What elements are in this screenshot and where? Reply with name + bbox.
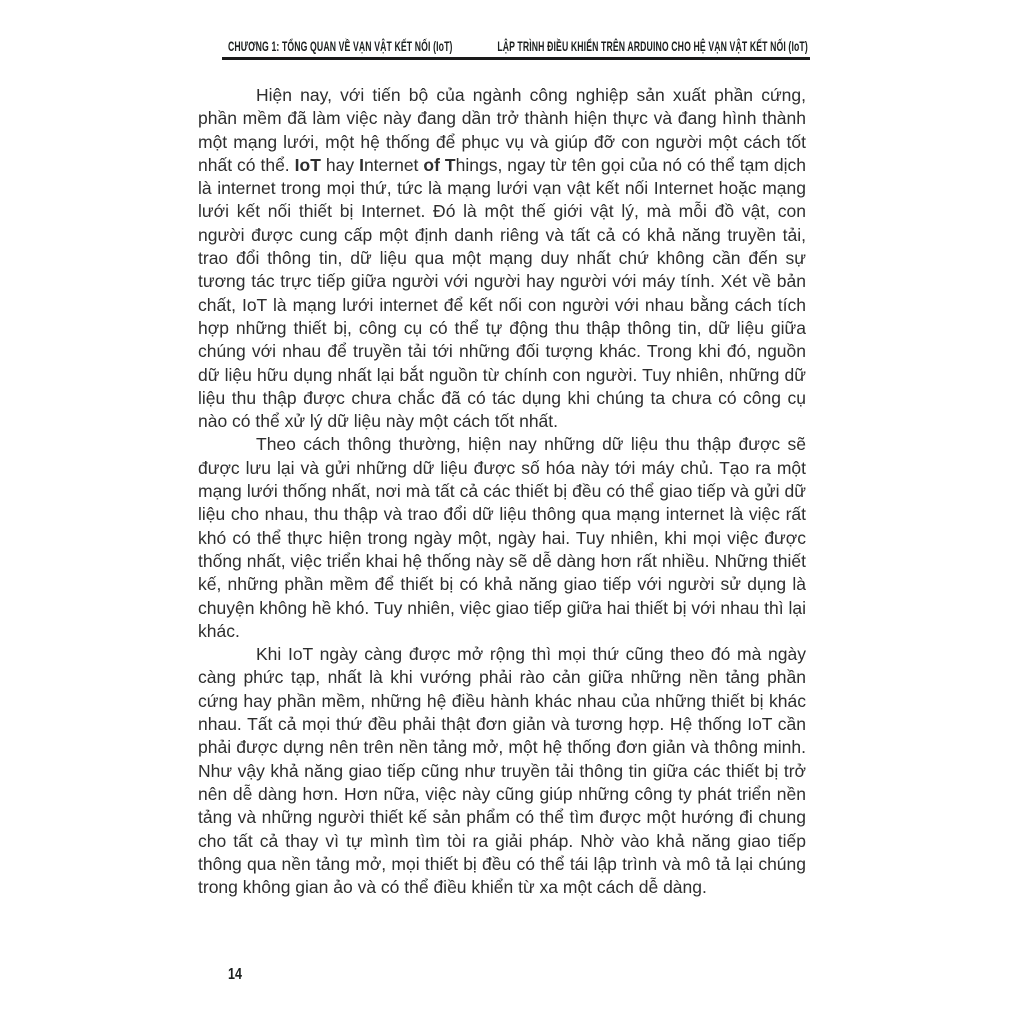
body-text-block — [198, 84, 806, 899]
running-head-book-title: LẬP TRÌNH ĐIỀU KHIỂN TRÊN ARDUINO CHO HỆ VẠN VẬT KẾT NỐI (IoT) — [497, 38, 808, 54]
header-rule — [222, 57, 810, 60]
paragraph-3: Khi IoT ngày càng được mở rộng thì mọi thứ cũng theo đó mà ngày càng phức tạp, nhất là khi vướng phải rào cản giữa những nền tảng phần cứng hay phần mềm, những hệ điều hành khác nhau của những thiết bị khác nhau. Tất cả mọi thứ đều phải thật đơn giản và tương hợp. Hệ thống IoT cần phải được dựng nên trên nền tảng mở, một hệ thống đơn giản và thông minh. Như vậy khả năng giao tiếp cũng như truyền tải thông tin giữa các thiết bị trở nên dễ dàng hơn. Hơn nữa, việc này cũng giúp những công ty phát triển nền tảng và những người thiết kế sản phẩm có thể tìm được một hướng đi chung cho tất cả thay vì tự mình tìm tòi ra giải pháp. Nhờ vào khả năng giao tiếp thông qua nền tảng mở, mọi thiết bị đều có thể tái lập trình và mô tả lại chúng trong không gian ảo và có thể điều khiển từ xa một cách dễ dàng. — [198, 644, 806, 898]
paragraph-2: Theo cách thông thường, hiện nay những dữ liệu thu thập được sẽ được lưu lại và gửi những dữ liệu được số hóa này tới máy chủ. Tạo ra một mạng lưới thống nhất, nơi mà tất cả các thiết bị đều có thể giao tiếp và gửi dữ liệu cho nhau, thu thập và trao đổi dữ liệu thông qua mạng internet là việc rất khó có thể thực hiện trong ngày một, ngày hai. Tuy nhiên, khi mọi việc được thống nhất, việc triển khai hệ thống này sẽ dễ dàng hơn rất nhiều. Những thiết kế, những phần mềm để thiết bị có khả năng giao tiếp với người sử dụng là chuyện không hề khó. Tuy nhiên, việc giao tiếp giữa hai thiết bị với nhau thì lại khác. — [198, 434, 806, 641]
running-head-chapter-title: CHƯƠNG 1: TỔNG QUAN VỀ VẠN VẬT KẾT NỐI (IoT) — [228, 38, 453, 54]
paragraph-1: Hiện nay, với tiến bộ của ngành công nghiệp sản xuất phần cứng, phần mềm đã làm việc này đang dần trở thành hiện thực và đang hình thành một mạng lưới, một hệ thống để phục vụ và giúp đỡ con người một cách tốt nhất có thể. IoT hay Internet of Things, ngay từ tên gọi của nó có thể tạm dịch là internet trong mọi thứ, tức là mạng lưới vạn vật kết nối Internet hoặc mạng lưới kết nối thiết bị Internet. Đó là một thế giới vật lý, mà mỗi đồ vật, con người được cung cấp một định danh riêng và tất cả có khả năng truyền tải, trao đổi thông tin, dữ liệu qua một mạng duy nhất chứ không cần đến sự tương tác trực tiếp giữa người với người hay người với máy tính. Xét về bản chất, IoT là mạng lưới internet để kết nối con người với nhau bằng cách tích hợp những thiết bị, công cụ có thể tự động thu thập thông tin, dữ liệu giữa chúng với nhau để truyền tải tới những đối tượng khác. Trong khi đó, nguồn dữ liệu hữu dụng nhất lại bắt nguồn từ chính con người. Tuy nhiên, những dữ liệu thu thập được chưa chắc đã có tác dụng khi chúng ta chưa có công cụ nào có thể xử lý dữ liệu này một cách tốt nhất. — [198, 85, 806, 432]
page-number: 14 — [228, 966, 242, 983]
